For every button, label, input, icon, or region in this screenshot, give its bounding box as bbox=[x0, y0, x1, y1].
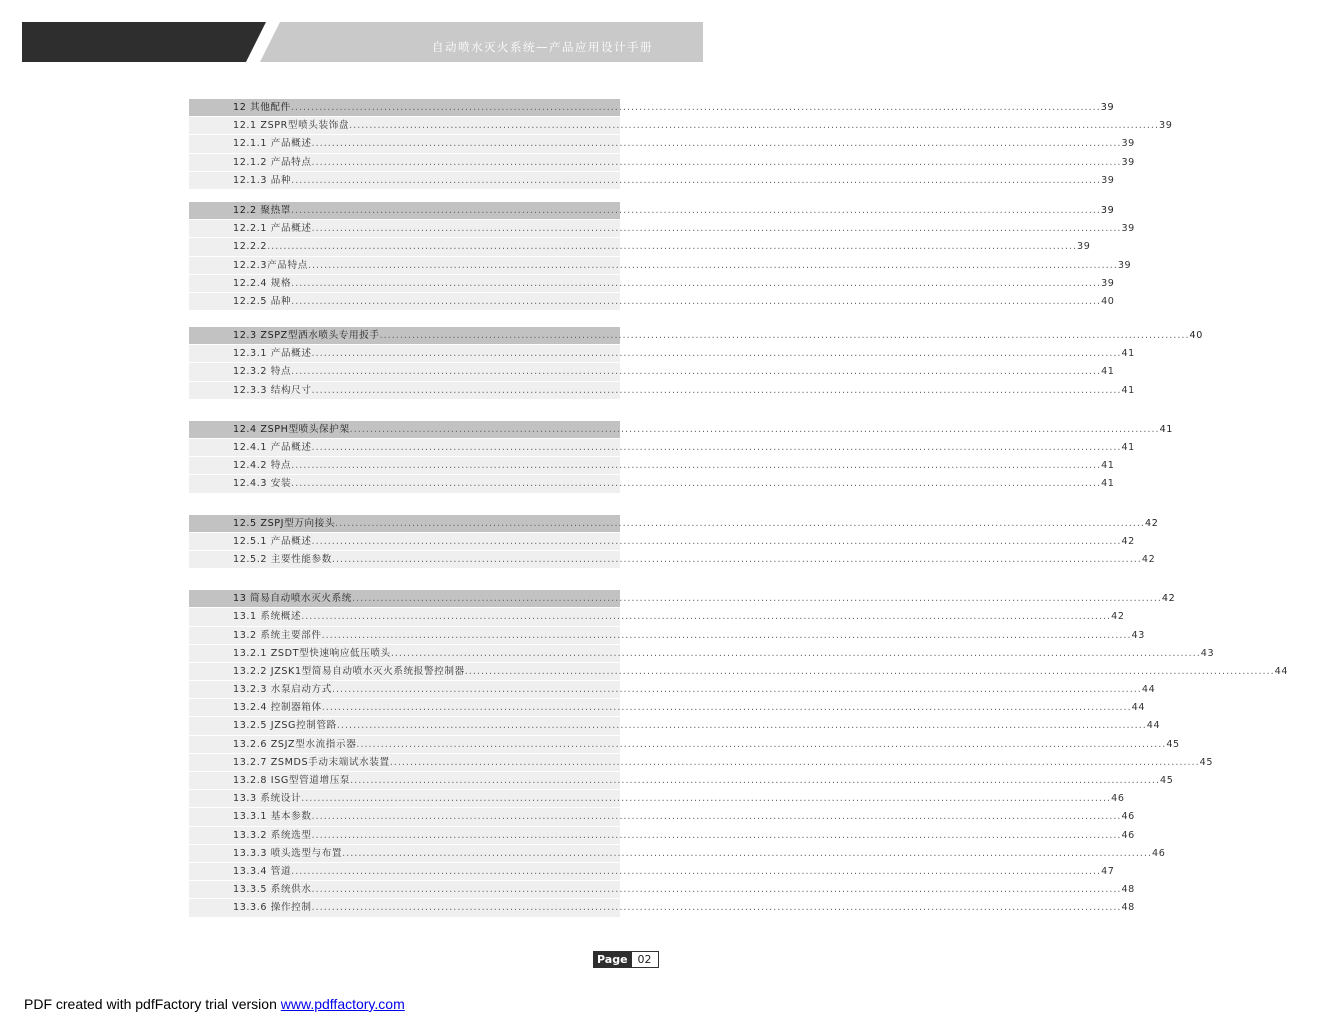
table-of-contents bbox=[189, 99, 1289, 918]
toc-entry-title: 12.5.2 主要性能参数 bbox=[233, 553, 332, 565]
toc-leader-dots: ........................................................................................................................................................................................................ bbox=[291, 478, 1102, 490]
toc-leader-dots: ........................................................................................................................................................................................................ bbox=[311, 902, 1122, 914]
toc-entry[interactable] bbox=[189, 154, 1135, 172]
toc-entry[interactable] bbox=[189, 220, 1135, 238]
toc-leader-dots: ........................................................................................................................................................................................................ bbox=[335, 517, 1145, 529]
toc-entry[interactable] bbox=[189, 645, 1215, 663]
toc-entry[interactable] bbox=[189, 363, 1115, 381]
toc-entry[interactable] bbox=[189, 275, 1115, 293]
toc-leader-dots: ........................................................................................................................................................................................................ bbox=[389, 756, 1200, 768]
toc-entry-page: 39 bbox=[1121, 138, 1135, 150]
toc-entry-title: 12 其他配件 bbox=[233, 102, 291, 113]
page-label: Page bbox=[593, 951, 632, 968]
toc-entry-title: 13.2.1 ZSDT型快速响应低压喷头 bbox=[233, 647, 391, 659]
toc-entry-page: 44 bbox=[1131, 702, 1146, 714]
toc-entry-page: 41 bbox=[1121, 348, 1135, 360]
toc-entry[interactable] bbox=[189, 533, 1135, 551]
toc-entry-title: 13.2.5 JZSG控制管路 bbox=[233, 720, 337, 732]
toc-leader-dots: ........................................................................................................................................................................................................ bbox=[311, 884, 1122, 896]
toc-entry-page: 48 bbox=[1121, 884, 1135, 896]
toc-entry-page: 41 bbox=[1101, 460, 1115, 472]
toc-entry-title: 13.2.8 ISG型管道增压泵 bbox=[233, 775, 351, 786]
toc-leader-dots: ........................................................................................................................................................................................................ bbox=[321, 702, 1132, 714]
toc-entry[interactable] bbox=[189, 117, 1173, 135]
toc-entry-page: 44 bbox=[1146, 720, 1161, 732]
page-header bbox=[22, 22, 703, 62]
page-number: 02 bbox=[632, 951, 659, 968]
toc-entry[interactable] bbox=[189, 881, 1135, 899]
toc-group bbox=[189, 202, 1135, 311]
toc-entry-page: 43 bbox=[1200, 647, 1215, 659]
toc-entry-title: 12.4.3 安装 bbox=[233, 478, 292, 490]
toc-leader-dots: ........................................................................................................................................................................................................ bbox=[321, 629, 1132, 641]
footer-text: PDF created with pdfFactory trial version bbox=[24, 996, 277, 1012]
toc-entry[interactable] bbox=[189, 439, 1135, 457]
toc-leader-dots: ........................................................................................................................................................................................................ bbox=[356, 738, 1167, 750]
toc-section-heading[interactable] bbox=[189, 99, 1115, 117]
toc-entry-title: 12.3.2 特点 bbox=[233, 366, 292, 378]
toc-leader-dots: ........................................................................................................................................................................................................ bbox=[291, 277, 1102, 289]
toc-leader-dots: ........................................................................................................................................................................................................ bbox=[291, 204, 1101, 216]
toc-entry-title: 12.2.3产品特点 bbox=[233, 259, 308, 271]
toc-leader-dots: ........................................................................................................................................................................................................ bbox=[290, 102, 1101, 113]
header-title: 自动喷水灭火系统—产品应用设计手册 bbox=[432, 40, 653, 54]
toc-leader-dots: ........................................................................................................................................................................................................ bbox=[352, 593, 1162, 605]
toc-entry-page: 46 bbox=[1121, 829, 1135, 841]
toc-leader-dots: ........................................................................................................................................................................................................ bbox=[311, 138, 1122, 150]
toc-entry-page: 45 bbox=[1160, 775, 1174, 786]
toc-entry[interactable] bbox=[189, 681, 1156, 699]
toc-entry-page: 39 bbox=[1077, 241, 1091, 253]
toc-leader-dots: ........................................................................................................................................................................................................ bbox=[311, 811, 1122, 823]
toc-group bbox=[189, 515, 1159, 570]
toc-entry-title: 12.3.1 产品概述 bbox=[233, 348, 312, 360]
toc-entry-title: 12.4.1 产品概述 bbox=[233, 442, 312, 453]
toc-entry-page: 42 bbox=[1111, 611, 1125, 623]
toc-leader-dots: ........................................................................................................................................................................................................ bbox=[331, 553, 1142, 565]
toc-entry[interactable] bbox=[189, 257, 1132, 275]
toc-entry[interactable] bbox=[189, 293, 1115, 311]
toc-leader-dots: ........................................................................................................................................................................................................ bbox=[350, 775, 1161, 786]
toc-entry-page: 48 bbox=[1121, 902, 1135, 914]
toc-entry-title: 12.1.1 产品概述 bbox=[233, 138, 312, 150]
toc-entry-page: 39 bbox=[1121, 156, 1135, 168]
pdf-footer bbox=[24, 996, 405, 1012]
toc-entry[interactable] bbox=[189, 238, 1091, 256]
toc-entry[interactable] bbox=[189, 172, 1115, 190]
toc-leader-dots: ........................................................................................................................................................................................................ bbox=[291, 366, 1102, 378]
toc-entry[interactable] bbox=[189, 772, 1174, 790]
toc-group bbox=[189, 421, 1173, 494]
toc-leader-dots: ........................................................................................................................................................................................................ bbox=[311, 348, 1122, 360]
toc-leader-dots: ........................................................................................................................................................................................................ bbox=[291, 295, 1102, 307]
toc-leader-dots: ........................................................................................................................................................................................................ bbox=[311, 156, 1122, 168]
toc-entry-title: 13.3.4 管道 bbox=[233, 865, 292, 877]
toc-entry-page: 41 bbox=[1159, 423, 1173, 435]
toc-leader-dots: ........................................................................................................................................................................................................ bbox=[311, 384, 1122, 396]
toc-entry[interactable] bbox=[189, 845, 1166, 863]
toc-leader-dots: ........................................................................................................................................................................................................ bbox=[291, 865, 1102, 877]
toc-entry[interactable] bbox=[189, 551, 1156, 569]
toc-entry[interactable] bbox=[189, 135, 1135, 153]
toc-entry-title: 12.2.2 bbox=[233, 241, 268, 253]
toc-section-heading[interactable] bbox=[189, 590, 1176, 608]
toc-entry[interactable] bbox=[189, 717, 1161, 735]
toc-leader-dots: ........................................................................................................................................................................................................ bbox=[301, 793, 1112, 805]
toc-leader-dots: ........................................................................................................................................................................................................ bbox=[464, 665, 1275, 677]
toc-entry-title: 12.1.3 品种 bbox=[233, 174, 292, 186]
toc-entry-page: 42 bbox=[1121, 535, 1135, 547]
toc-entry[interactable] bbox=[189, 899, 1135, 917]
toc-group bbox=[189, 99, 1173, 190]
toc-entry-page: 40 bbox=[1189, 330, 1203, 342]
toc-entry-page: 41 bbox=[1101, 478, 1115, 490]
toc-entry-title: 12.2.5 品种 bbox=[233, 295, 292, 307]
toc-entry-title: 13.3.3 喷头选型与布置 bbox=[233, 847, 343, 859]
toc-leader-dots: ........................................................................................................................................................................................................ bbox=[349, 423, 1160, 435]
toc-entry-page: 46 bbox=[1121, 811, 1135, 823]
toc-entry[interactable] bbox=[189, 699, 1146, 717]
toc-entry-page: 46 bbox=[1111, 793, 1125, 805]
toc-section-heading[interactable] bbox=[189, 202, 1115, 220]
toc-entry-page: 46 bbox=[1152, 847, 1166, 859]
toc-entry-title: 13 简易自动喷水灭火系统 bbox=[233, 593, 352, 605]
toc-leader-dots: ........................................................................................................................................................................................................ bbox=[342, 847, 1153, 859]
toc-entry-title: 12.4 ZSPH型喷头保护架 bbox=[233, 423, 350, 435]
toc-entry-title: 13.3.5 系统供水 bbox=[233, 884, 312, 896]
toc-entry[interactable] bbox=[189, 457, 1115, 475]
toc-leader-dots: ........................................................................................................................................................................................................ bbox=[311, 535, 1122, 547]
toc-leader-dots: ........................................................................................................................................................................................................ bbox=[379, 330, 1190, 342]
toc-entry[interactable] bbox=[189, 808, 1135, 826]
toc-entry-page: 47 bbox=[1101, 865, 1115, 877]
toc-entry-title: 13.3 系统设计 bbox=[233, 793, 302, 805]
toc-entry-title: 13.2 系统主要部件 bbox=[233, 629, 322, 641]
toc-entry-page: 44 bbox=[1274, 665, 1289, 677]
toc-entry-title: 12.3.3 结构尺寸 bbox=[233, 384, 312, 396]
toc-entry-page: 43 bbox=[1131, 629, 1145, 641]
toc-entry[interactable] bbox=[189, 863, 1115, 881]
toc-entry-page: 39 bbox=[1100, 102, 1115, 113]
toc-entry-page: 42 bbox=[1161, 593, 1176, 605]
toc-entry-title: 12.5.1 产品概述 bbox=[233, 535, 312, 547]
toc-entry[interactable] bbox=[189, 608, 1125, 626]
toc-entry[interactable] bbox=[189, 827, 1135, 845]
toc-entry-title: 12.5 ZSPJ型万向接头 bbox=[233, 517, 336, 529]
toc-entry-title: 13.2.7 ZSMDS手动末端试水装置 bbox=[233, 756, 390, 768]
toc-entry-page: 39 bbox=[1101, 277, 1115, 289]
footer-link[interactable]: www.pdffactory.com bbox=[280, 996, 405, 1012]
toc-section-heading[interactable] bbox=[189, 327, 1203, 345]
toc-entry-page: 39 bbox=[1100, 204, 1115, 216]
toc-section-heading[interactable] bbox=[189, 421, 1173, 439]
toc-entry[interactable] bbox=[189, 663, 1289, 681]
toc-entry-page: 45 bbox=[1166, 738, 1180, 750]
toc-section-heading[interactable] bbox=[189, 515, 1159, 533]
toc-leader-dots: ........................................................................................................................................................................................................ bbox=[267, 241, 1078, 253]
toc-entry-title: 13.1 系统概述 bbox=[233, 611, 302, 623]
toc-group bbox=[189, 590, 1289, 917]
toc-entry[interactable] bbox=[189, 345, 1135, 363]
toc-entry-title: 13.3.1 基本参数 bbox=[233, 811, 312, 823]
toc-entry-page: 44 bbox=[1141, 684, 1156, 696]
toc-leader-dots: ........................................................................................................................................................................................................ bbox=[349, 120, 1160, 132]
toc-entry-page: 42 bbox=[1144, 517, 1159, 529]
toc-entry-title: 12.2 聚热罩 bbox=[233, 204, 291, 216]
header-bar-dark bbox=[22, 22, 247, 62]
toc-entry-title: 13.2.4 控制器箱体 bbox=[233, 702, 322, 714]
toc-leader-dots: ........................................................................................................................................................................................................ bbox=[311, 829, 1122, 841]
toc-leader-dots: ........................................................................................................................................................................................................ bbox=[390, 647, 1201, 659]
toc-entry-page: 40 bbox=[1101, 295, 1115, 307]
toc-entry-title: 13.2.2 JZSK1型简易自动喷水灭火系统报警控制器 bbox=[233, 665, 465, 677]
toc-entry-page: 39 bbox=[1121, 223, 1135, 235]
toc-entry-page: 45 bbox=[1199, 756, 1214, 768]
toc-leader-dots: ........................................................................................................................................................................................................ bbox=[336, 720, 1147, 732]
toc-leader-dots: ........................................................................................................................................................................................................ bbox=[311, 223, 1122, 235]
toc-entry-title: 13.2.6 ZSJZ型水流指示器 bbox=[233, 738, 357, 750]
toc-entry[interactable] bbox=[189, 736, 1180, 754]
toc-entry-page: 41 bbox=[1121, 442, 1135, 453]
toc-entry-title: 12.2.4 规格 bbox=[233, 277, 292, 289]
toc-entry-page: 39 bbox=[1159, 120, 1173, 132]
toc-entry[interactable] bbox=[189, 754, 1214, 772]
toc-entry[interactable] bbox=[189, 627, 1145, 645]
toc-leader-dots: ........................................................................................................................................................................................................ bbox=[307, 259, 1118, 271]
toc-entry[interactable] bbox=[189, 475, 1115, 493]
toc-entry-title: 12.4.2 特点 bbox=[233, 460, 292, 472]
toc-leader-dots: ........................................................................................................................................................................................................ bbox=[311, 442, 1122, 453]
toc-entry[interactable] bbox=[189, 790, 1125, 808]
toc-leader-dots: ........................................................................................................................................................................................................ bbox=[291, 460, 1102, 472]
toc-entry-page: 39 bbox=[1101, 174, 1115, 186]
toc-entry-page: 41 bbox=[1121, 384, 1135, 396]
toc-entry-title: 13.3.2 系统选型 bbox=[233, 829, 312, 841]
page-number-badge bbox=[593, 951, 659, 968]
toc-entry-page: 41 bbox=[1101, 366, 1115, 378]
toc-entry-page: 42 bbox=[1141, 553, 1156, 565]
toc-group bbox=[189, 327, 1203, 400]
toc-entry-title: 12.2.1 产品概述 bbox=[233, 223, 312, 235]
toc-entry-title: 12.1 ZSPR型喷头装饰盘 bbox=[233, 120, 350, 132]
toc-entry-title: 12.3 ZSPZ型洒水喷头专用扳手 bbox=[233, 330, 380, 342]
toc-entry-title: 13.3.6 操作控制 bbox=[233, 902, 312, 914]
toc-leader-dots: ........................................................................................................................................................................................................ bbox=[301, 611, 1112, 623]
toc-leader-dots: ........................................................................................................................................................................................................ bbox=[291, 174, 1102, 186]
toc-entry-title: 13.2.3 水泵启动方式 bbox=[233, 684, 332, 696]
toc-entry-page: 39 bbox=[1117, 259, 1132, 271]
toc-entry[interactable] bbox=[189, 382, 1135, 400]
toc-entry-title: 12.1.2 产品特点 bbox=[233, 156, 312, 168]
toc-leader-dots: ........................................................................................................................................................................................................ bbox=[331, 684, 1142, 696]
